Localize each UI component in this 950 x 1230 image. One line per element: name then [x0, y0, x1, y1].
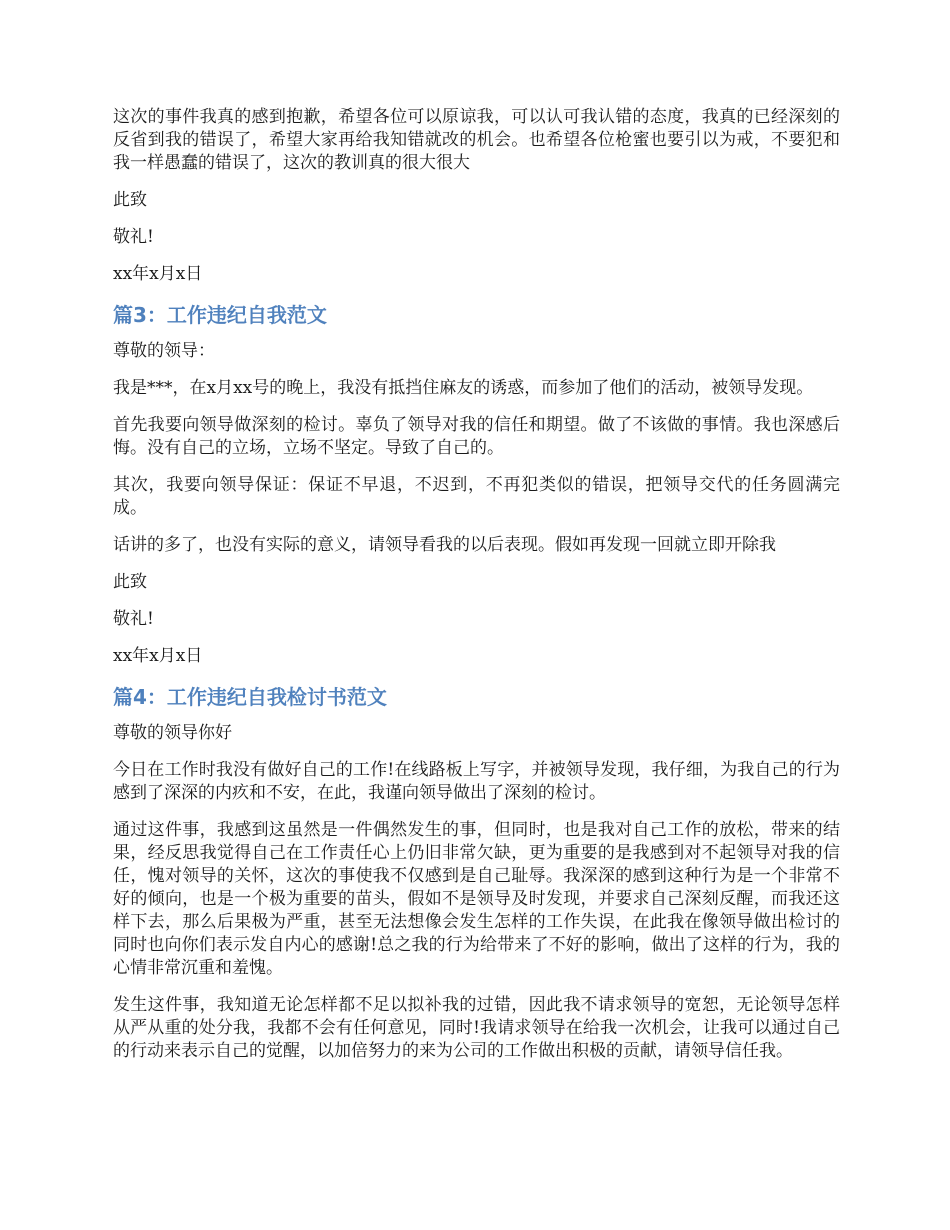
paragraph-incident: 今日在工作时我没有做好自己的工作!在线路板上写字，并被领导发现，我仔细，为我自己的行为感到了深深的内疚和不安，在此，我谨向领导做出了深刻的检讨。 — [113, 760, 840, 803]
closing-cizhi: 此致 — [113, 190, 147, 210]
paragraph-guarantee: 其次，我要向领导保证：保证不早退，不迟到，不再犯类似的错误，把领导交代的任务圆满完成。 — [113, 475, 840, 518]
section-heading-4: 篇4：工作违纪自我检讨书范文 — [113, 685, 387, 709]
section-heading-3: 篇3：工作违纪自我范文 — [113, 303, 327, 327]
paragraph-request: 发生这件事，我知道无论怎样都不足以拟补我的过错，因此我不请求领导的宽恕，无论领导怎样从严从重的处分我，我都不会有任何意见，同时!我请求领导在给我一次机会，让我可以通过自己的行动来表示自己的觉醒，以加倍努力的来为公司的工作做出积极的贡献，请领导信任我。 — [113, 995, 840, 1061]
paragraph-reflection: 通过这件事，我感到这虽然是一件偶然发生的事，但同时，也是我对自己工作的放松，带来的结果，经反思我觉得自己在工作责任心上仍旧非常欠缺，更为重要的是我感到对不起领导对我的信任，愧对领导的关怀，这次的事使我不仅感到是自己耻辱。我深深的感到这种行为是一个非常不好的倾向，也是一个极为重要的苗头，假如不是领导及时发现，并要求自己深刻反醒，而我还这样下去，那么后果极为严重，甚至无法想像会发生怎样的工作失误，在此我在像领导做出检讨的同时也向你们表示发自内心的感谢!总之我的行为给带来了不好的影响，做出了这样的行为，我的心情非常沉重和羞愧。 — [113, 820, 840, 978]
paragraph-intro: 我是***，在x月xx号的晚上，我没有抵挡住麻友的诱惑，而参加了他们的活动，被领导发现。 — [113, 378, 814, 398]
closing-jingli: 敬礼! — [113, 609, 154, 629]
date-line: xx年x月x日 — [113, 264, 203, 284]
salutation: 尊敬的领导你好 — [113, 723, 232, 743]
document-page — [113, 106, 840, 1077]
closing-jingli: 敬礼! — [113, 227, 154, 247]
date-line: xx年x月x日 — [113, 646, 203, 666]
closing-cizhi: 此致 — [113, 572, 147, 592]
paragraph-conclusion: 话讲的多了，也没有实际的意义，请领导看我的以后表现。假如再发现一回就立即开除我 — [113, 535, 776, 555]
paragraph-apology: 这次的事件我真的感到抱歉，希望各位可以原谅我，可以认可我认错的态度，我真的已经深刻的反省到我的错误了，希望大家再给我知错就改的机会。也希望各位枪蜜也要引以为戒，不要犯和我一样愚蠢的错误了，这次的教训真的很大很大 — [113, 107, 840, 173]
paragraph-self-review: 首先我要向领导做深刻的检讨。辜负了领导对我的信任和期望。做了不该做的事情。我也深感后悔。没有自己的立场，立场不坚定。导致了自己的。 — [113, 415, 840, 458]
salutation: 尊敬的领导： — [113, 341, 215, 361]
